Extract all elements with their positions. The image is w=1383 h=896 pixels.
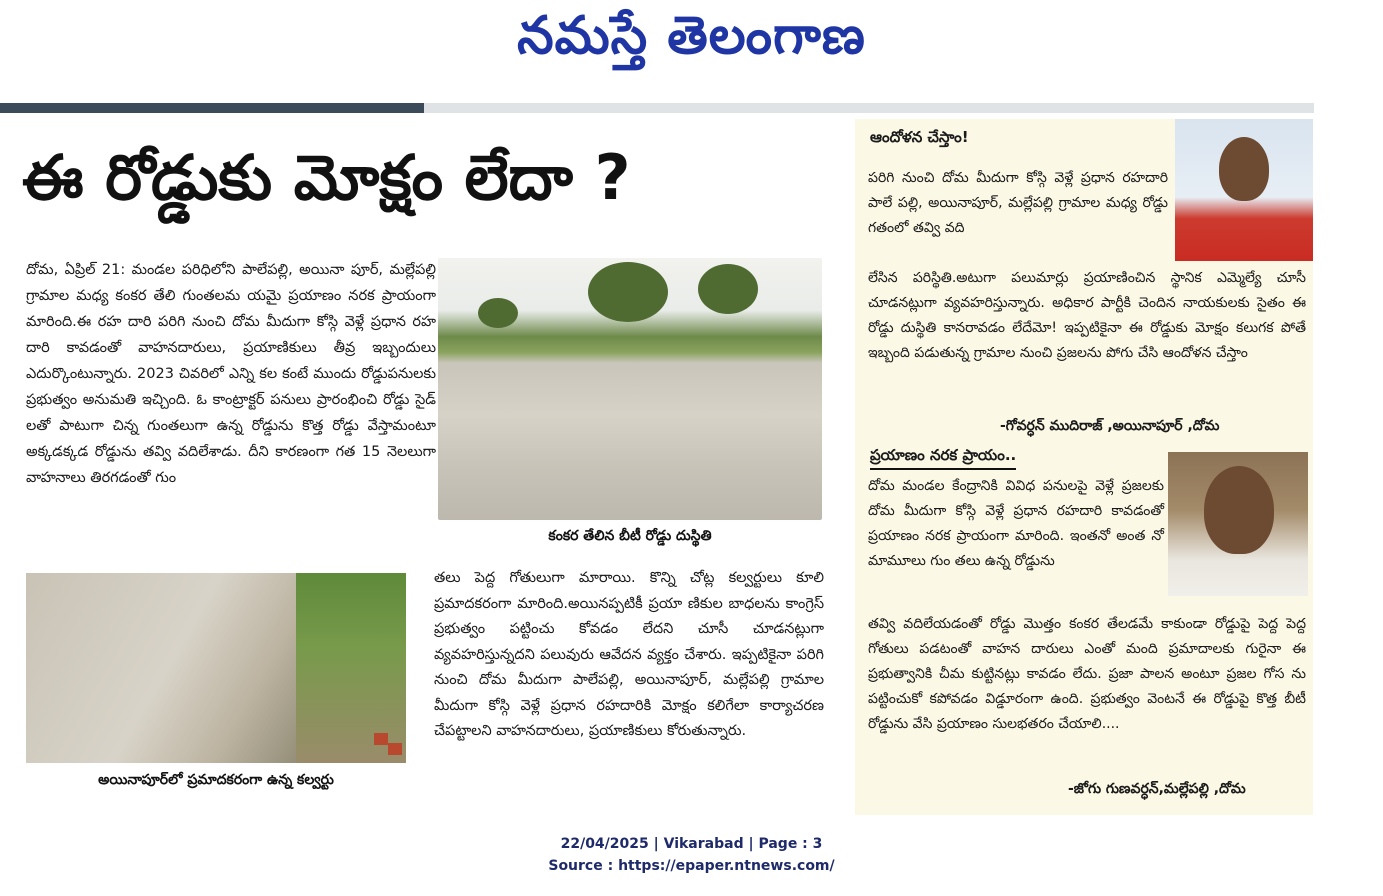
footer-date-line: 22/04/2025 | Vikarabad | Page : 3 <box>560 836 823 852</box>
sidebar-text-1b: లేసిన పరిస్థితి.అటుగా పలుమార్లు ప్రయాణించిన స్థానిక ఎమ్మెల్యే చూసీ చూడనట్లుగా వ్యవహరిస్తున్నారు. అధికార పార్టీకి చెందిన నాయకులకు సైతం ఈ రోడ్డు దుస్థితి కానరావడం లేదేమో! ఇప్పటికైనా ఈ రోడ్డుకు మోక్షం కలుగక పోతే ఇబ్బంది పడుతున్న గ్రామాల నుంచి ప్రజలను పోగు చేసి ఆందోళన చేస్తాం <box>868 270 1306 361</box>
tree-shape <box>588 262 668 322</box>
face-shape <box>1219 137 1269 201</box>
header-rule-light <box>424 103 1314 113</box>
sidebar-title-1: ఆందోళన చేస్తాం! <box>870 128 969 146</box>
portrait-photo-2 <box>1168 452 1308 596</box>
brick-shape <box>374 733 388 745</box>
sidebar-text-1a: పరిగి నుంచి దోమ మీదుగా కోస్గి వెళ్లే ప్రధాన రహదారి పాలే పల్లి, అయినాపూర్, మల్లేపల్లి గ్రామాల మధ్య రోడ్డు గతంలో తవ్వి వది <box>868 170 1168 236</box>
tree-shape <box>478 298 518 328</box>
culvert-photo <box>26 573 406 763</box>
sidebar-sign-2: -జోగు గుణవర్ధన్,మల్లేపల్లి ,దోమ <box>1068 781 1246 797</box>
sidebar-title-2: ప్రయాణం నరక ప్రాయం.. <box>870 446 1016 470</box>
vegetation-shape <box>296 573 406 763</box>
footer-source-line: Source : https://epaper.ntnews.com/ <box>548 858 835 874</box>
brick-shape <box>388 743 402 755</box>
newspaper-masthead: నమస్తే తెలంగాణ <box>517 6 866 66</box>
portrait-photo-1 <box>1175 119 1313 261</box>
road-photo-caption: కంకర తేలిన బీటీ రోడ్డు దుస్థితి <box>548 528 712 544</box>
culvert-photo-caption: అయినాపూర్‌లో ప్రమాదకరంగా ఉన్న కల్వర్టు <box>98 772 334 788</box>
sidebar-text-2b: తవ్వి వదిలేయడంతో రోడ్డు మొత్తం కంకర తేలడమే కాకుండా రోడ్డుపై పెద్ద పెద్ద గోతులు పడటంతో వాహన దారులు ఎంతో మంది ప్రమాదాలకు గురైనా ఈ ప్రభుత్వానికి చీమ కుట్టినట్లు కావడం లేదు. ప్రజా పాలన అంటూ ప్రజల గోస ను పట్టించుకో కపోవడం విడ్డూరంగా ఉంది. ప్రభుత్వం వెంటనే ఈ రోడ్డుపై కొత్త బీటీ రోడ్డును వేసి ప్రయాణం సులభతరం చేయాలి.... <box>868 616 1306 732</box>
face-shape <box>1204 466 1274 554</box>
article-continuation-paragraph: తలు పెద్ద గోతులుగా మారాయి. కొన్ని చోట్ల కల్వర్టులు కూలి ప్రమాదకరంగా మారింది.అయినప్పటికీ ప్రయా ణికుల బాధలను కాంగ్రెస్ ప్రభుత్వం పట్టించు కోవడం లేదని చూసీ చూడనట్లుగా వ్యవహరిస్తున్నదని పలువురు ఆవేదన వ్యక్తం చేశారు. ఇప్పటికైనా పరిగి నుంచి దోమ మీదుగా పాలేపల్లి, అయినాపూర్, మల్లేపల్లి గ్రామాల మీదుగా కోస్గి వెళ్లే ప్రధాన రహదారికి మోక్షం కలిగేలా కార్యాచరణ చేపట్టాలని వాహనదారులు, ప్రయాణికులు కోరుతున్నారు. <box>434 570 824 739</box>
tree-shape <box>698 264 758 314</box>
article-lead-paragraph: దోమ, ఏప్రిల్ 21: మండల పరిధిలోని పాలేపల్లి, అయినా పూర్, మల్లేపల్లి గ్రామాల మధ్య కంకర తేలి గుంతలమ యమై ప్రయాణం నరక ప్రాయంగా మారింది.ఈ రహ దారి పరిగి నుంచి దోమ మీదుగా కోస్గి వెళ్లే ప్రధాన రహ దారి కావడంతో వాహనదారులు, ప్రయాణికులు తీవ్ర ఇబ్బందులు ఎదుర్కొంటున్నారు. 2023 చివరిలో ఎన్ని కల కంటే ముందు రోడ్డుపనులకు ప్రభుత్వం అనుమతి ఇచ్చింది. ఓ కాంట్రాక్టర్ పనులు ప్రారంభించి రోడ్డు సైడ్ లతో పాటుగా చిన్న గుంతలుగా ఉన్న రోడ్డును కొత్త రోడ్డు వేస్తామంటూ అక్కడక్కడ రోడ్డును తవ్వి వదిలేశాడు. దీని కారణంగా గత 15 నెలలుగా వాహనాలు తిరగడంతో గుం <box>26 262 436 486</box>
header-rule-dark <box>0 103 424 113</box>
sidebar-sign-1: -గోవర్ధన్ ముదిరాజ్ ,అయినాపూర్ ,దోమ <box>1000 418 1220 434</box>
article-headline: ఈ రోడ్డుకు మోక్షం లేదా ? <box>22 141 631 214</box>
road-photo <box>438 258 822 520</box>
sidebar-text-2a: దోమ మండల కేంద్రానికి వివిధ పనులపై వెళ్లే ప్రజలకు దోమ మీదుగా కోస్గి వెళ్లే ప్రధాన రహదారి కావడంతో ప్రయాణం నరక ప్రాయంగా మారింది. ఇంతనో అంత నో మామూలు గుం తలు ఉన్న రోడ్డును <box>868 478 1164 569</box>
